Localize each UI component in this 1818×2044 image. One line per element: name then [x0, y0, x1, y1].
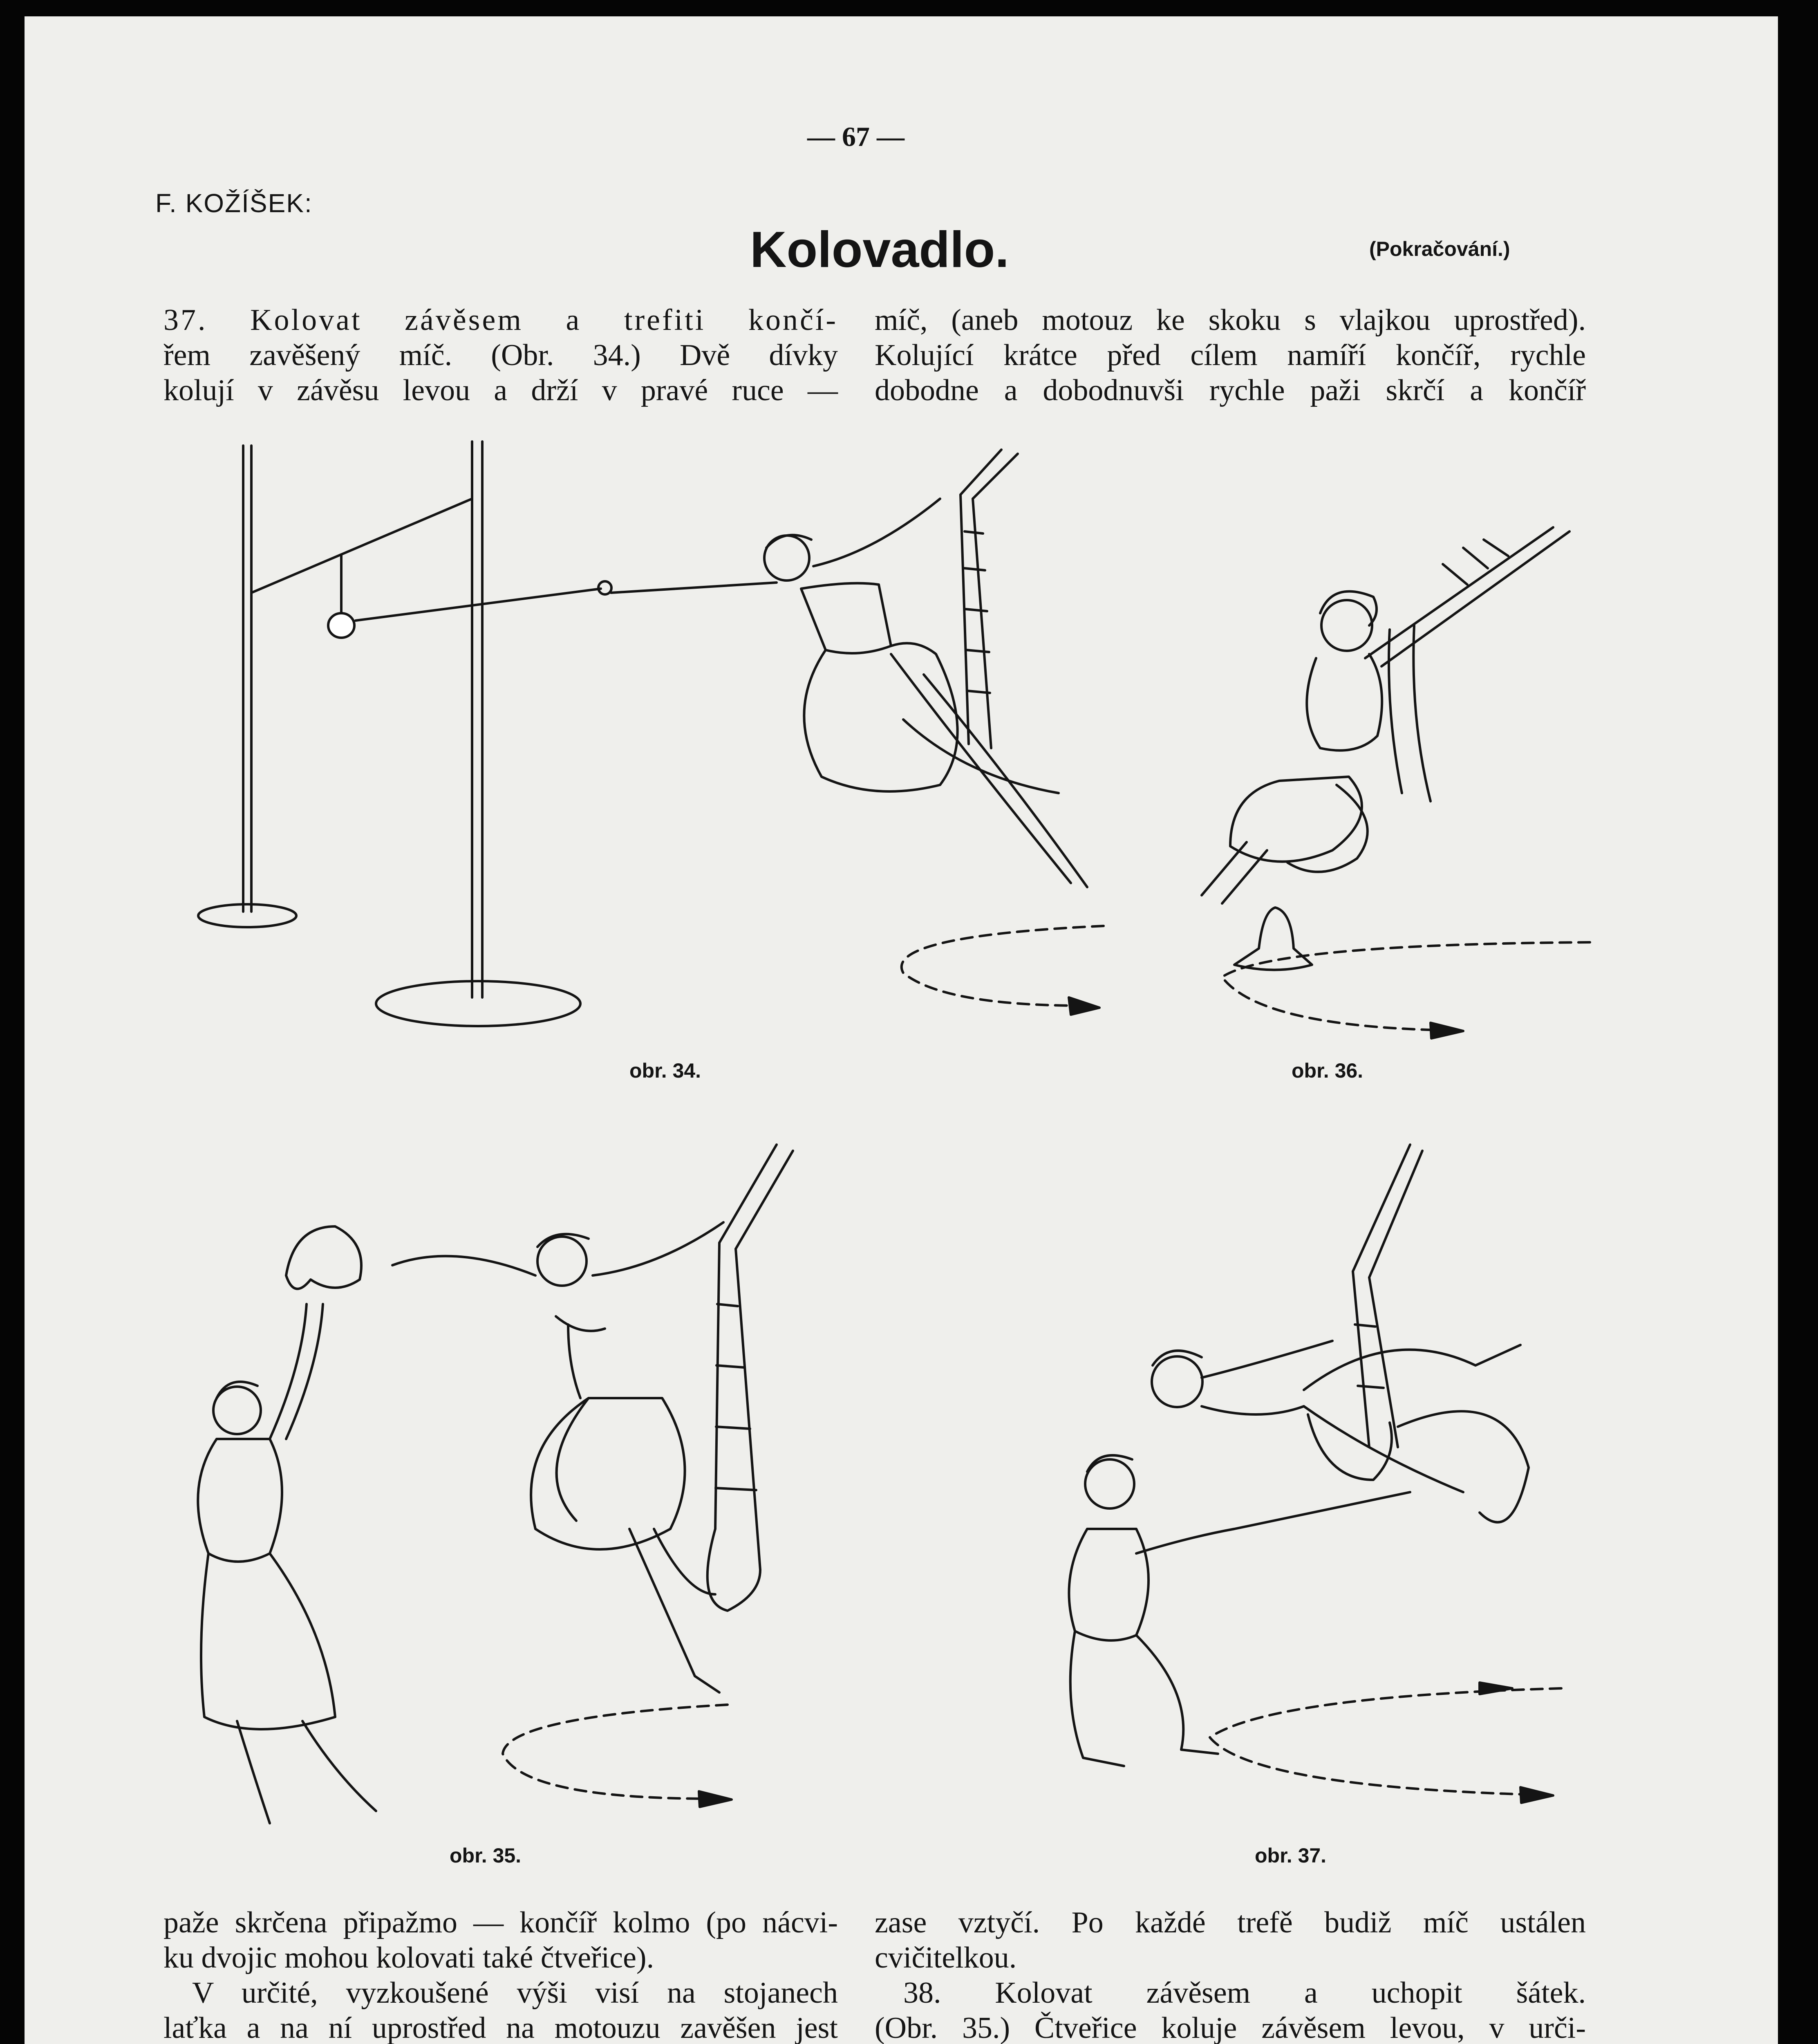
text-line: kolují v závěsu levou a drží v pravé ruce —: [163, 374, 838, 407]
text-line: dobodne a dobodnuvši rychle paži skrčí a končíř: [875, 374, 1586, 407]
figure-34-caption: obr. 34.: [629, 1059, 701, 1082]
text-line: laťka a na ní uprostřed na motouzu zavěšen jest: [163, 2011, 838, 2044]
text-line: 38. Kolovat závěsem a uchopit šátek.: [903, 1976, 1586, 2010]
text-line: paže skrčena připažmo — končíř kolmo (po nácvi-: [163, 1906, 838, 1939]
text-line: V určité, vyzkoušené výši visí na stojanech: [192, 1976, 838, 2010]
page: [25, 16, 1778, 2044]
text-line: zase vztyčí. Po každé trefě budiž míč ustálen: [875, 1906, 1586, 1939]
continuation-note: (Pokračování.): [1369, 238, 1510, 260]
text-line: cvičitelkou.: [875, 1941, 1017, 1975]
text-column-bottom-left: [163, 1905, 838, 2044]
author: F. KOŽÍŠEK:: [155, 188, 313, 218]
figure-35-caption: obr. 35.: [450, 1844, 522, 1867]
text-line: 37. Kolovat závěsem a trefiti končí-: [163, 303, 838, 337]
article-title: Kolovadlo.: [750, 222, 1009, 278]
text-line: míč, (aneb motouz ke skoku s vlajkou uprostřed).: [875, 303, 1586, 337]
page-number: — 67 —: [807, 121, 905, 152]
text-column-bottom-right: [875, 1905, 1586, 2044]
text-line: ku dvojic mohou kolovati také čtveřice).: [163, 1941, 654, 1975]
figure-37-caption: obr. 37.: [1255, 1844, 1327, 1867]
text-line: Kolující krátce před cílem namíří končíř, rychle: [875, 338, 1586, 372]
figure-36-caption: obr. 36.: [1292, 1059, 1364, 1082]
text-line: řem zavěšený míč. (Obr. 34.) Dvě dívky: [163, 338, 838, 372]
figure-35-37-illustration: [25, 16, 1778, 2044]
text-line: (Obr. 35.) Čtveřice koluje závěsem levou, v urči-: [875, 2011, 1586, 2044]
